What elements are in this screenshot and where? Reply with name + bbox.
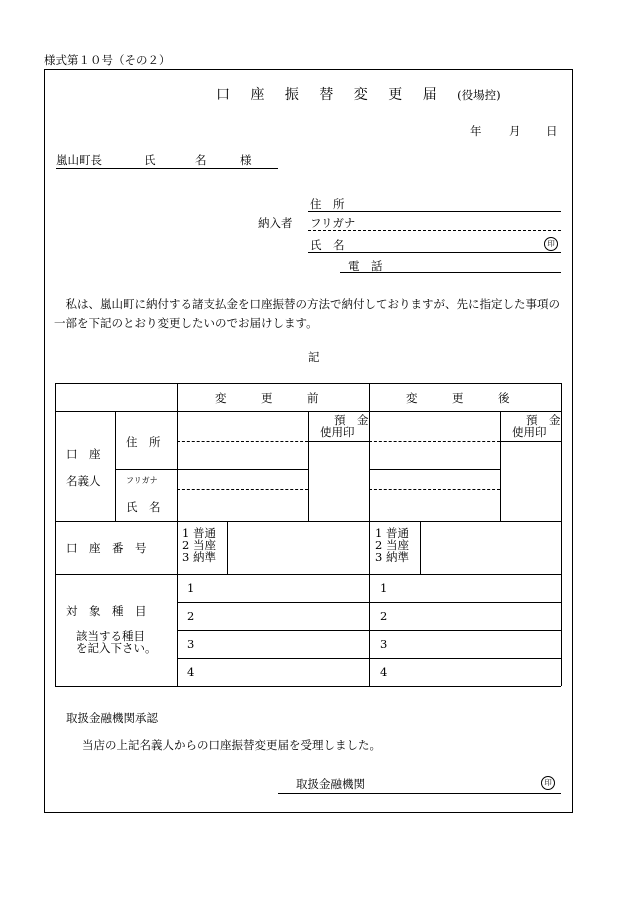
after-item-4: 4 <box>380 665 388 679</box>
before-item-3: 3 <box>187 637 195 651</box>
holder-address-label: 住 所 <box>126 435 161 449</box>
statement-text: 私は、嵐山町に納付する諸支払金を口座振替の方法で納付しておりますが、先に指定した事項の一部を下記のとおり変更したいのでお届けします。 <box>54 297 560 330</box>
form-title-note: (役場控) <box>457 88 501 102</box>
table-rule-account-bottom <box>55 574 561 575</box>
after-header: 変 更 後 <box>406 391 510 405</box>
payer-address-label: 住 所 <box>310 197 345 211</box>
institution-line[interactable] <box>278 793 561 794</box>
holder-furigana-label: フリガナ <box>126 476 158 485</box>
table-col-label-right <box>177 383 178 686</box>
holder-name-label: 氏 名 <box>126 500 161 514</box>
payer-label: 納入者 <box>258 216 293 230</box>
before-seal-header-bottom <box>308 441 369 442</box>
after-seal-label-1: 預 金 <box>526 413 561 427</box>
after-seal-col <box>500 411 501 521</box>
table-border-top <box>55 383 561 384</box>
addressee-underline <box>56 168 278 169</box>
after-address-dash <box>369 441 500 442</box>
after-type-2[interactable]: 2 当座 <box>375 538 409 552</box>
payer-phone-label: 電 話 <box>348 259 383 273</box>
addressee-mei: 名 <box>195 153 207 167</box>
payer-phone-line[interactable] <box>340 272 561 273</box>
after-seal-header-bottom <box>500 441 561 442</box>
table-col-holder-sub <box>115 411 116 521</box>
after-item-1: 1 <box>380 581 388 595</box>
table-border-bottom <box>55 686 561 687</box>
subject-label: 対 象 種 目 <box>66 604 147 618</box>
form-title <box>216 84 501 104</box>
subject-note-1: 該当する種目 <box>76 629 145 643</box>
institution-seal-mark: 印 <box>541 776 555 790</box>
date-month: 月 <box>509 124 521 138</box>
before-seal-label-2: 使用印 <box>320 425 355 439</box>
before-furigana-dash <box>177 489 308 490</box>
before-header: 変 更 前 <box>215 391 319 405</box>
subject-note-2: を記入下さい。 <box>76 641 157 655</box>
before-seal-label-1: 預 金 <box>334 413 369 427</box>
holder-label-1: 口 座 <box>66 447 101 461</box>
after-item-3: 3 <box>380 637 388 651</box>
after-address-bottom <box>369 469 500 470</box>
date-year: 年 <box>470 124 482 138</box>
before-type-1[interactable]: 1 普通 <box>182 526 216 540</box>
payer-furigana-line[interactable] <box>308 230 561 231</box>
payer-furigana-label: フリガナ <box>310 216 356 230</box>
payer-seal-mark: 印 <box>544 237 558 251</box>
institution-label: 取扱金融機関 <box>296 777 365 791</box>
after-type-3[interactable]: 3 納準 <box>375 550 409 564</box>
before-item-1: 1 <box>187 581 195 595</box>
after-type-1[interactable]: 1 普通 <box>375 526 409 540</box>
subject-note <box>76 630 157 654</box>
before-item-4: 4 <box>187 665 195 679</box>
addressee-shi: 氏 <box>144 153 156 167</box>
before-seal-col <box>308 411 309 521</box>
before-type-col <box>227 521 228 574</box>
before-address-bottom <box>177 469 308 470</box>
addressee-sama: 様 <box>240 153 252 167</box>
before-type-3[interactable]: 3 納準 <box>182 550 216 564</box>
table-rule-holder-bottom <box>55 521 561 522</box>
payer-name-line[interactable] <box>308 252 561 253</box>
before-type-2[interactable]: 2 当座 <box>182 538 216 552</box>
before-address-dash <box>177 441 308 442</box>
holder-label-2: 名義人 <box>66 474 101 488</box>
after-type-col <box>420 521 421 574</box>
payer-name-label: 氏 名 <box>310 238 345 252</box>
ki-label: 記 <box>308 350 320 364</box>
before-item-2: 2 <box>187 609 195 623</box>
date-day: 日 <box>546 124 558 138</box>
after-account-types <box>375 527 409 563</box>
before-seal-label <box>320 414 369 438</box>
after-furigana-dash <box>369 489 500 490</box>
before-account-types <box>182 527 216 563</box>
after-seal-label-2: 使用印 <box>512 425 547 439</box>
approval-text: 当店の上記名義人からの口座振替変更届を受理しました。 <box>82 738 381 752</box>
after-seal-label <box>512 414 561 438</box>
form-number: 様式第１０号（その２） <box>44 53 171 67</box>
payer-address-line[interactable] <box>308 211 561 212</box>
table-border-right <box>561 383 562 686</box>
table-rule-holder-mid <box>115 469 177 470</box>
table-col-before-right <box>369 383 370 686</box>
after-item-2: 2 <box>380 609 388 623</box>
table-border-left <box>55 383 56 686</box>
approval-heading: 取扱金融機関承認 <box>66 711 158 725</box>
account-number-label: 口 座 番 号 <box>66 541 147 555</box>
addressee-mayor: 嵐山町長 <box>56 153 102 167</box>
form-title-text: 口 座 振 替 変 更 届 <box>216 87 445 103</box>
